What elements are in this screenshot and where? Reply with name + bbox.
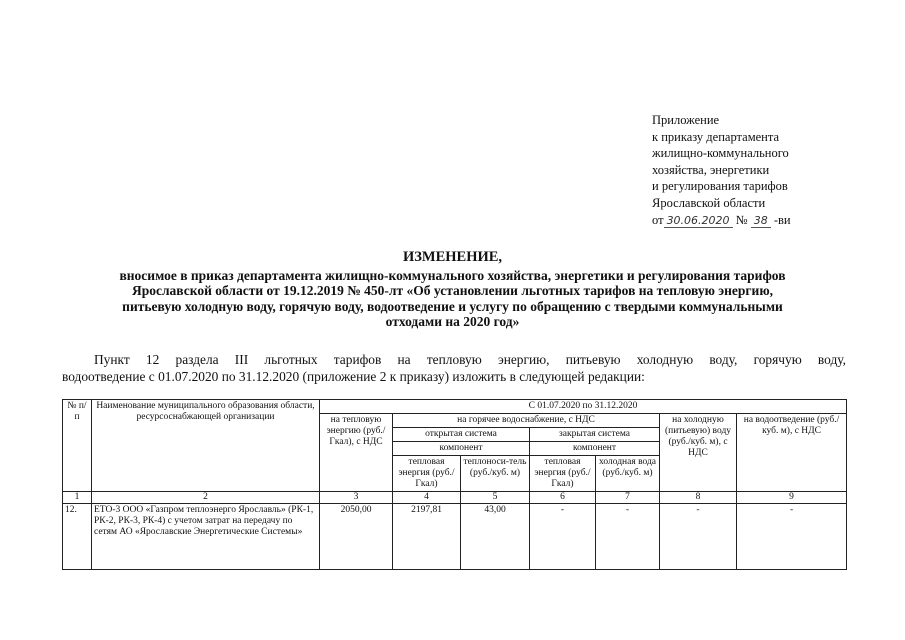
row-open-carrier: 43,00 (461, 504, 530, 570)
row-organization: ЕТО-3 ООО «Газпром теплоэнерго Ярославль» (РК-1, РК-2, РК-3, РК-4) с учетом затрат на передачу по сетям АО «Ярославские Энергетические Системы» (92, 504, 320, 570)
title-line: вносимое в приказ департамента жилищно-коммунального хозяйства, энергетики и регулирования тарифов (119, 267, 786, 283)
header-heat: на тепловую энергию (руб./Гкал), с НДС (320, 414, 393, 492)
column-number: 3 (320, 492, 393, 504)
column-number: 7 (596, 492, 660, 504)
column-number: 8 (660, 492, 737, 504)
header-component-open: компонент (393, 442, 530, 456)
header-name: Наименование муниципального образования области, ресурсоснабжающей организации (92, 400, 320, 492)
row-heat-tariff: 2050,00 (320, 504, 393, 570)
body-paragraph (62, 352, 846, 385)
tariff-table (62, 399, 847, 570)
appendix-block (652, 112, 791, 229)
title-line: Ярославской области от 19.12.2019 № 450-лт «Об установлении льготных тарифов на тепловую энергию, (131, 283, 774, 299)
row-cold-water: - (660, 504, 737, 570)
appendix-line: и регулирования тарифов (652, 179, 788, 194)
header-closed-heat: тепловая энергия (руб./Гкал) (530, 456, 596, 492)
header-open-carrier: теплоноси-тель (руб./куб. м) (461, 456, 530, 492)
title-main: ИЗМЕНЕНИЕ, (402, 249, 503, 265)
column-number: 1 (63, 492, 92, 504)
date-prefix: от (652, 212, 664, 227)
appendix-line: Приложение (652, 113, 720, 127)
row-closed-heat: - (530, 504, 596, 570)
header-cold-water: на холодную (питьевую) воду (руб./куб. м), с НДС (660, 414, 737, 492)
header-period: С 01.07.2020 по 31.12.2020 (320, 400, 847, 414)
column-number: 2 (92, 492, 320, 504)
column-number: 5 (461, 492, 530, 504)
row-closed-cold: - (596, 504, 660, 570)
number-suffix: -ви (773, 212, 791, 227)
number-prefix: № (735, 212, 748, 227)
document-title (60, 250, 845, 330)
handwritten-number: 38 (751, 214, 771, 228)
row-number: 12. (63, 504, 92, 570)
paragraph-line: водоотведение с 01.07.2020 по 31.12.2020 (приложение 2 к приказу) изложить в следующей редакции: (62, 368, 645, 384)
row-drainage: - (737, 504, 847, 570)
table-row (63, 504, 847, 570)
header-hot-water: на горячее водоснабжение, с НДС (393, 414, 660, 428)
handwritten-date: 30.06.2020 (664, 214, 733, 228)
title-line: питьевую холодную воду, горячую воду, водоотведение и услугу по обращению с твердыми коммунальными (122, 298, 783, 314)
appendix-date-line (652, 212, 791, 230)
appendix-line: хозяйства, энергетики (652, 162, 770, 177)
header-component-closed: компонент (530, 442, 660, 456)
appendix-line: к приказу департамента (652, 129, 780, 144)
header-no: № п/п (63, 400, 92, 492)
column-number: 6 (530, 492, 596, 504)
header-closed-cold: холодная вода (руб./куб. м) (596, 456, 660, 492)
title-line: отходами на 2020 год» (385, 314, 520, 330)
header-open-system: открытая система (393, 428, 530, 442)
column-number: 9 (737, 492, 847, 504)
header-closed-system: закрытая система (530, 428, 660, 442)
appendix-line: жилищно-коммунального (652, 146, 789, 161)
header-open-heat: тепловая энергия (руб./Гкал) (393, 456, 461, 492)
header-drainage: на водоотведение (руб./куб. м), с НДС (737, 414, 847, 492)
paragraph-line: Пункт 12 раздела III льготных тарифов на тепловую энергию, питьевую холодную воду, горячую воду, (94, 352, 846, 367)
appendix-line: Ярославской области (652, 195, 766, 210)
row-open-heat: 2197,81 (393, 504, 461, 570)
column-number: 4 (393, 492, 461, 504)
